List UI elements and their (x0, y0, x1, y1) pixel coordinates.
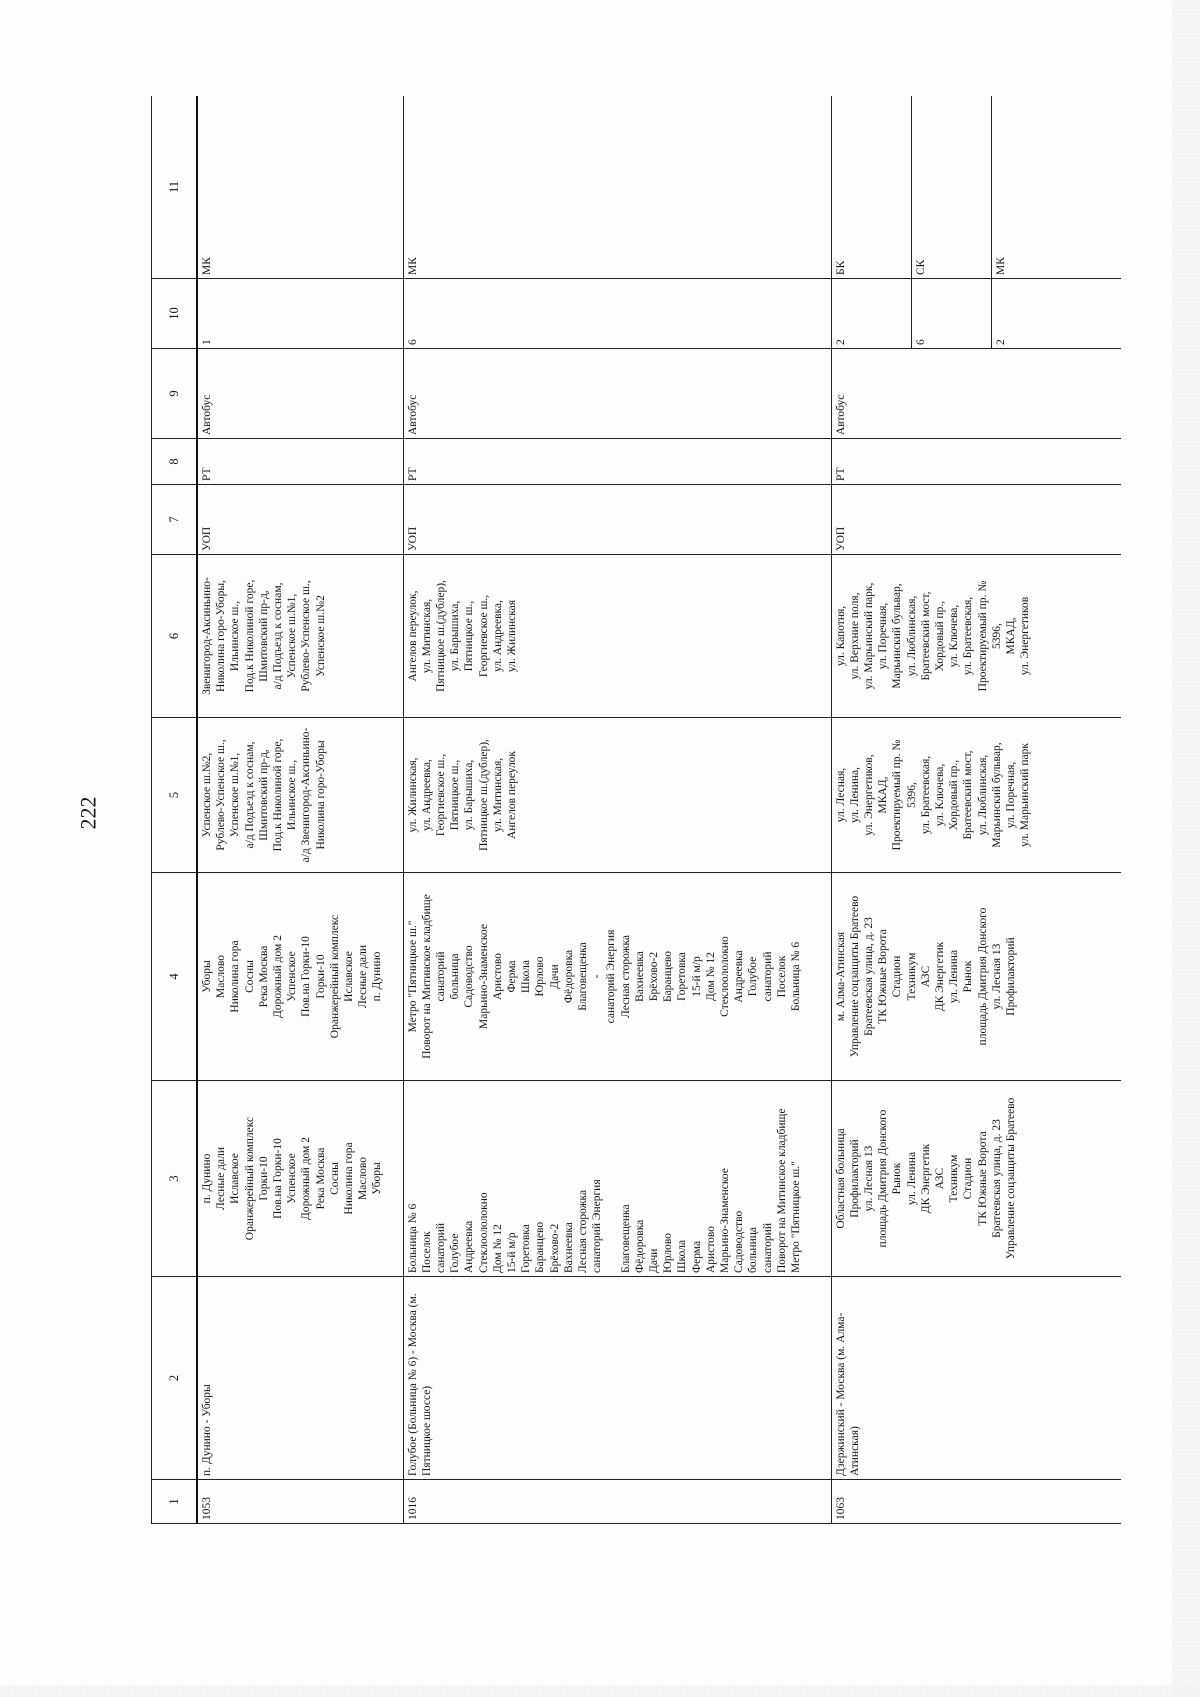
page-number: 222 (75, 796, 101, 830)
route-name: п. Дунино - Уборы (197, 1277, 403, 1480)
stop: Марьино-Знаменское (718, 1168, 731, 1273)
stop: Андреевка (733, 950, 746, 1003)
street: Звенигород-Аксиньино- (201, 577, 213, 695)
stop: Уборы (371, 1162, 384, 1195)
stops-forward (831, 1081, 1121, 1277)
vehicle-count: 2 (831, 279, 911, 349)
street: Рублево-Успенское ш., (300, 580, 313, 692)
stop: Иславское (229, 1153, 242, 1204)
street: Шмитовский пр-д, (257, 590, 270, 682)
stop: Брёхово-2 (548, 1223, 561, 1273)
route-number: 1016 (403, 1480, 831, 1524)
street: ул. Энергетиков, (862, 754, 875, 836)
route-row-1063 (831, 96, 911, 1524)
route-type: УОП (831, 485, 1121, 555)
street: Георгиевское ш., (434, 753, 447, 837)
stop: Уборы (201, 960, 213, 993)
stop: Оранжерейный комплекс (328, 914, 341, 1039)
stop: санаторий (434, 1223, 447, 1273)
street: Успенское ш.№2 (314, 595, 327, 677)
stop: Братеевская улица, д. 23 (862, 917, 875, 1036)
street: ул. Верхние поля, (848, 592, 861, 680)
stop: Управление соцзащиты Братеево (1004, 1097, 1017, 1260)
stop: Лесная сторожка (576, 1189, 589, 1273)
stop: санаторий Энергия (591, 1179, 604, 1273)
stop: м. Алма-Атинская (834, 931, 847, 1022)
stop: Фёдоровка (562, 949, 575, 1004)
stop: Рынок (962, 960, 975, 993)
stop: Метро "Пятницкое ш." (789, 1161, 802, 1273)
street: ул. Барышиха, (449, 600, 462, 672)
stop: санаторий Энергия (605, 929, 618, 1024)
street: ул. Андреевка, (491, 600, 504, 672)
street: Братеевский мост, (919, 591, 932, 681)
street: Под.к Николиной горе, (243, 579, 256, 693)
stop: Профилакторий (848, 1139, 861, 1218)
header-col-7: 7 (152, 485, 198, 555)
stop: ТК Южные Ворота (877, 929, 890, 1024)
street: ул. Поречная, (877, 602, 890, 670)
stop: Стадион (891, 955, 904, 998)
route-number: 1053 (197, 1480, 403, 1524)
street: Хордовый пр., (948, 759, 961, 831)
stop: Поворот на Митинское кладбище (775, 1108, 788, 1273)
stop: Марьино-Знаменское (477, 924, 490, 1029)
street: ул. Барышиха, (463, 759, 476, 831)
street: Ангелов переулок, (406, 590, 419, 682)
stops-forward (197, 1081, 403, 1277)
stop: Областная больница (834, 1128, 847, 1229)
header-col-1: 1 (152, 1480, 198, 1524)
stop: Поселок (775, 955, 788, 998)
street: ул. Митинская, (420, 598, 433, 674)
stops-back (197, 873, 403, 1081)
header-col-9: 9 (152, 349, 198, 439)
street: Хордовый пр., (933, 600, 946, 672)
street: 5396, (990, 623, 1003, 649)
street: а/д Звенигород-Аксиньино- (300, 727, 313, 863)
route-type: УОП (403, 485, 831, 555)
stop: ДК Энергетик (919, 1143, 932, 1214)
street: ул. Поречная, (1004, 761, 1017, 829)
stop: больница (449, 953, 462, 1000)
header-col-3: 3 (152, 1081, 198, 1277)
street: Ильинское ш., (286, 759, 299, 831)
scan-bottom-edge (0, 1685, 1200, 1697)
header-col-8: 8 (152, 439, 198, 485)
stop: Аристово (704, 1225, 717, 1273)
stop: ул. Лесная 13 (990, 943, 1003, 1010)
stop: больница (747, 1227, 760, 1273)
stop: Школа (676, 1239, 689, 1273)
route-name: Дзержинский - Москва (м. Алма-Атинская) (831, 1277, 1121, 1480)
stop: ул. Лесная 13 (862, 1145, 875, 1212)
tariff: РТ (197, 439, 403, 485)
stop: площадь Дмитрия Донского (976, 907, 989, 1046)
stop: Вахнеевка (633, 951, 646, 1002)
stop: санаторий (761, 1223, 774, 1273)
stop: Голубое (747, 956, 760, 997)
route-row-1053 (197, 96, 403, 1524)
stop: Сосны (328, 1162, 341, 1195)
header-col-2: 2 (152, 1277, 198, 1480)
tariff: РТ (831, 439, 1121, 485)
street: Ангелов переулок (505, 750, 518, 840)
stop: Дом № 12 (704, 952, 717, 1001)
stop: Брёхово-2 (647, 951, 660, 1002)
stop: Ферма (505, 960, 518, 993)
stop: санаторий (761, 951, 774, 1002)
stop: Река Москва (257, 945, 270, 1008)
stop: Николина гора (229, 940, 242, 1013)
stop: Профилакторий (1004, 937, 1017, 1016)
stop: Садоводство (463, 945, 476, 1008)
stop: п. Дунино (201, 1153, 213, 1204)
streets-forward (403, 718, 831, 873)
vehicle-class: МК (197, 96, 403, 279)
stop (604, 1084, 618, 1273)
street: ул. Жилинская, (406, 757, 419, 833)
stop: Иславское (343, 951, 356, 1002)
street: Ильинское ш., (229, 600, 242, 672)
stop: Дачи (647, 1248, 660, 1273)
header-col-5: 5 (152, 718, 198, 873)
stop: Успенское (286, 951, 299, 1002)
stop: Садоводство (733, 1210, 746, 1273)
street: Николина горо-Уборы, (215, 580, 228, 692)
street: ул. Марьинский парк (1019, 743, 1032, 847)
streets-forward (197, 718, 403, 873)
stop: п. Дунино (371, 951, 384, 1002)
stop: Николина гора (343, 1142, 356, 1215)
street: МКАД, (1004, 617, 1017, 655)
stop: Больница № 6 (789, 941, 802, 1012)
header-col-10: 10 (152, 279, 198, 349)
street: ул. Люблинская, (905, 595, 918, 677)
stop: Горетовка (520, 1224, 533, 1273)
stop: Стадион (962, 1157, 975, 1200)
street: ул. Ключева, (933, 763, 946, 827)
street: ул. Люблинская, (976, 754, 989, 836)
street: ул. Митинская, (491, 757, 504, 833)
stop: Юрлово (662, 1232, 675, 1273)
streets-forward (831, 718, 1121, 873)
stop: Баранцево (662, 950, 675, 1003)
streets-back (831, 555, 1121, 718)
route-type: УОП (197, 485, 403, 555)
stop: Пов.на Горки-10 (300, 936, 313, 1017)
street: Георгиевское ш., (477, 594, 490, 678)
stop: АЗС (919, 965, 932, 988)
stop: ул. Ленина (948, 949, 961, 1004)
street: ул. Капотня, (834, 605, 847, 667)
street: Под.к Николиной горе, (272, 738, 285, 852)
street: ул. Лесная, (834, 767, 847, 823)
stop: - (591, 974, 604, 979)
street: Проектируемый пр. № (976, 580, 989, 692)
stop: Лесные дали (215, 1146, 228, 1211)
street: ул. Братеевская, (919, 755, 932, 835)
street: ул. Андреевка, (420, 759, 433, 831)
route-table (151, 96, 1121, 1524)
stop: Метро "Пятницкое ш." (406, 920, 419, 1033)
stop: Успенское (286, 1153, 299, 1204)
stop: Фёдоровка (633, 1219, 646, 1273)
stop: 15-й м/р (690, 956, 703, 997)
stop: Благовещенка (576, 942, 589, 1011)
header-col-4: 4 (152, 873, 198, 1081)
street: Успенское ш.№2, (201, 752, 213, 838)
street: ул. Энергетиков (1019, 596, 1032, 676)
street: Шмитовский пр-д, (257, 749, 270, 841)
stop: Рынок (891, 1162, 904, 1195)
street: ул. Ленина, (848, 767, 861, 824)
street: Николина горо-Уборы (314, 740, 327, 850)
vehicle-class: МК (403, 96, 831, 279)
street: а/д Подъезд к соснам, (272, 582, 285, 690)
street: Успенское ш.№1, (286, 593, 299, 679)
street: Пятницкое ш., (449, 759, 462, 831)
vehicle-class: СК (911, 96, 991, 279)
stop: Андреевка (463, 1220, 476, 1273)
street: Пятницкое ш.(дублер), (434, 580, 447, 692)
stop: АЗС (933, 1167, 946, 1190)
vehicle-type: Автобус (831, 349, 1121, 439)
streets-back (197, 555, 403, 718)
street: а/д Подъезд к соснам, (243, 741, 256, 849)
street: Успенское ш.№1, (229, 752, 242, 838)
street: МКАД, (877, 776, 890, 814)
stop: Баранцево (534, 1221, 547, 1273)
stop: Дом № 12 (491, 1224, 504, 1273)
stop: Аристово (491, 952, 504, 1001)
stops-back (831, 873, 1121, 1081)
header-col-11: 11 (152, 96, 198, 279)
stop: ДК Энергетик (933, 941, 946, 1012)
stop: Вахнеевка (562, 1222, 575, 1273)
stop: 15-й м/р (505, 1232, 518, 1273)
stop: Дачи (548, 964, 561, 989)
stop: Поворот на Митинское кладбище (420, 894, 433, 1059)
stop: Юрлово (534, 956, 547, 997)
route-table-rotated (151, 96, 1121, 1524)
stop: Дорожный дом 2 (272, 935, 285, 1018)
vehicle-type: Автобус (197, 349, 403, 439)
vehicle-count: 2 (991, 279, 1121, 349)
stop: Школа (520, 959, 533, 994)
header-row (152, 96, 198, 1524)
stop: Поселок (420, 1231, 433, 1273)
route-name: Голубое (Больница № 6) - Москва (м. Пятницкое шоссе) (403, 1277, 831, 1480)
streets-back (403, 555, 831, 718)
street: Братеевский мост, (962, 750, 975, 840)
street: Марьинский бульвар, (891, 583, 904, 689)
street: Проектируемый пр. № (891, 739, 904, 851)
stop: Пов.на Горки-10 (272, 1138, 285, 1219)
stop: Река Москва (314, 1147, 327, 1210)
stop: Техникум (948, 1154, 961, 1203)
street: ул. Ключева, (948, 604, 961, 668)
stop: Дорожный дом 2 (300, 1137, 313, 1220)
stop: Больница № 6 (406, 1203, 419, 1273)
stop: Голубое (449, 1233, 462, 1273)
street: ул. Жилинская (505, 599, 518, 673)
stop: Техникум (905, 952, 918, 1001)
stop: площадь Дмитрия Донского (877, 1109, 890, 1248)
stop: Оранжерейный комплекс (243, 1116, 256, 1241)
route-number: 1063 (831, 1480, 1121, 1524)
stop: Лесная сторожка (619, 934, 632, 1019)
stop: Горки-10 (257, 1156, 270, 1201)
vehicle-count: 6 (911, 279, 991, 349)
stops-back (403, 873, 831, 1081)
vehicle-count: 1 (197, 279, 403, 349)
street: Марьинский бульвар, (990, 742, 1003, 848)
stop: Благовещенка (619, 1204, 632, 1273)
scan-edge (1172, 0, 1200, 1697)
stop: ТК Южные Ворота (976, 1131, 989, 1226)
street: Пятницкое ш., (463, 600, 476, 672)
stop: Стеклоололокно (477, 1192, 490, 1273)
stop: Горетовка (676, 952, 689, 1001)
stop: Маслово (357, 1156, 370, 1201)
street: Рублево-Успенское ш., (215, 739, 228, 851)
street: ул. Братеевская, (962, 596, 975, 676)
stop: Стеклоололокно (718, 936, 731, 1017)
stops-forward (403, 1081, 831, 1277)
stop: Маслово (215, 954, 228, 999)
tariff: РТ (403, 439, 831, 485)
header-col-6: 6 (152, 555, 198, 718)
stop: Управление соцзащиты Братеево (848, 895, 861, 1058)
street: Пятницкое ш.(дублер), (477, 739, 490, 851)
stop: санаторий (434, 951, 447, 1002)
vehicle-type: Автобус (403, 349, 831, 439)
street: ул. Марьинский парк, (862, 582, 875, 690)
route-row-1016 (403, 96, 831, 1524)
stop: ул. Ленина (905, 1151, 918, 1206)
stop: Лесные дали (357, 944, 370, 1009)
stop: Братеевская улица, д. 23 (990, 1119, 1003, 1238)
stop: Горки-10 (314, 954, 327, 999)
vehicle-count: 6 (403, 279, 831, 349)
vehicle-class: МК (991, 96, 1121, 279)
stop: Сосны (243, 960, 256, 993)
street: 5396, (905, 782, 918, 808)
vehicle-class: БК (831, 96, 911, 279)
stop: Ферма (690, 1240, 703, 1273)
route-table-frame (151, 96, 1121, 1524)
